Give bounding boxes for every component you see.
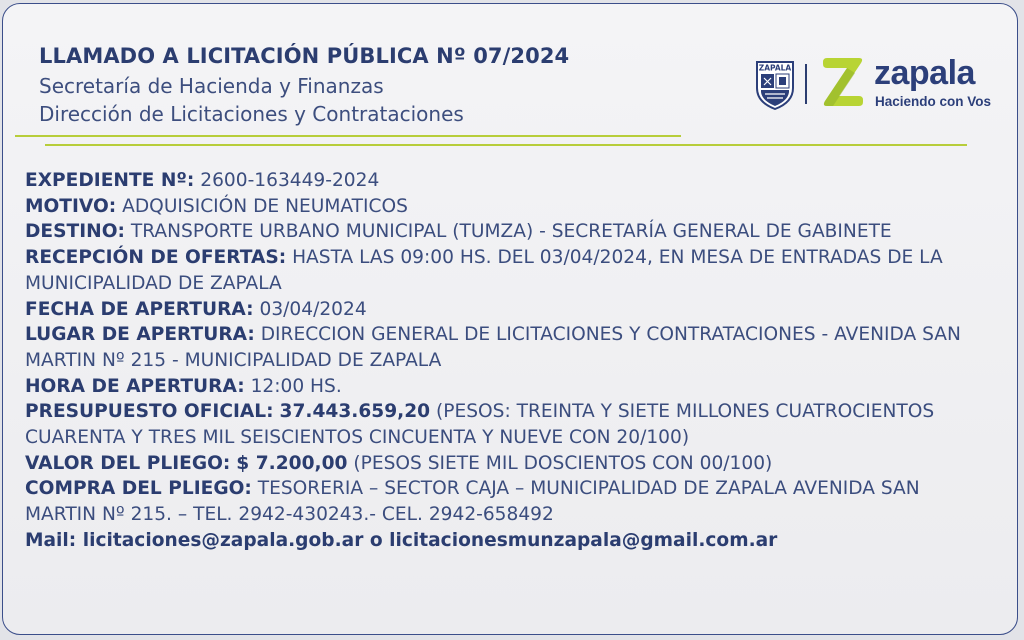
compra-pliego-value: TESORERIA – SECTOR CAJA – MUNICIPALIDAD DE ZAPALA AVENIDA SAN MARTIN Nº 215. – TEL. 2942-430243.- CEL. 2942-658492 (25, 478, 920, 526)
logo-group (755, 56, 995, 116)
secretariat-name: Secretaría de Hacienda y Finanzas (39, 74, 384, 98)
fecha-apertura-value: 03/04/2024 (259, 298, 367, 320)
logo-separator (805, 64, 807, 104)
header-divider-long (45, 144, 967, 146)
expediente-value: 2600-163449-2024 (200, 170, 380, 191)
fecha-apertura-label: FECHA DE APERTURA: (25, 298, 254, 320)
header-divider-short (15, 135, 681, 137)
lugar-apertura-value: DIRECCION GENERAL DE LICITACIONES Y CONTRATACIONES - AVENIDA SAN MARTIN Nº 215 - MUNICIPALIDAD DE ZAPALA (25, 324, 961, 371)
motivo-label: MOTIVO: (25, 195, 117, 217)
valor-pliego-amount: $ 7.200,00 (236, 452, 348, 474)
valor-pliego-label: VALOR DEL PLIEGO: (25, 452, 231, 474)
lugar-apertura-row (25, 322, 985, 373)
recepcion-row (25, 245, 985, 296)
mail-row (25, 528, 985, 554)
compra-pliego-row (25, 476, 985, 527)
motivo-row (25, 194, 985, 220)
hora-apertura-row (25, 374, 985, 400)
valor-pliego-row (25, 451, 985, 477)
mail-label: Mail: (25, 529, 77, 551)
compra-pliego-label: COMPRA DEL PLIEGO: (25, 478, 252, 500)
lugar-apertura-label: LUGAR DE APERTURA: (25, 324, 255, 346)
recepcion-label: RECEPCIÓN DE OFERTAS: (25, 247, 287, 269)
municipal-shield-icon (755, 58, 795, 114)
tender-notice-card (2, 3, 1018, 635)
expediente-row (25, 168, 985, 194)
mail-connector: o (369, 529, 383, 551)
brand-name: zapala (874, 54, 975, 92)
shield-text: ZAPALA (758, 63, 792, 73)
brand-tagline: Haciendo con Vos (875, 94, 992, 109)
recepcion-value: HASTA LAS 09:00 HS. DEL 03/04/2024, EN MESA DE ENTRADAS DE LA MUNICIPALIDAD DE ZAPALA (25, 247, 943, 294)
valor-pliego-value: (PESOS SIETE MIL DOSCIENTOS CON 00/100) (353, 452, 773, 474)
notice-title: LLAMADO A LICITACIÓN PÚBLICA Nº 07/2024 (39, 44, 570, 68)
tender-details (25, 168, 985, 554)
motivo-value: ADQUISICIÓN DE NEUMATICOS (122, 195, 408, 217)
destino-value: TRANSPORTE URBANO MUNICIPAL (TUMZA) - SECRETARÍA GENERAL DE GABINETE (130, 221, 892, 243)
presupuesto-value: (PESOS: TREINTA Y SIETE MILLONES CUATROCIENTOS CUARENTA Y TRES MIL SEISCIENTOS CINCUENTA Y NUEVE CON 20/100) (25, 401, 935, 449)
hora-apertura-label: HORA DE APERTURA: (25, 375, 245, 397)
presupuesto-label: PRESUPUESTO OFICIAL: (25, 401, 274, 423)
destino-label: DESTINO: (25, 221, 125, 243)
email-link-primary[interactable]: licitaciones@zapala.gob.ar (82, 529, 364, 551)
destino-row (25, 219, 985, 245)
directorate-name: Dirección de Licitaciones y Contrataciones (39, 102, 464, 126)
hora-apertura-value: 12:00 HS. (250, 375, 342, 397)
zapala-z-logo-icon (819, 56, 867, 112)
presupuesto-row (25, 399, 985, 450)
expediente-label: EXPEDIENTE Nº: (25, 170, 195, 191)
fecha-apertura-row (25, 297, 985, 323)
presupuesto-amount: 37.443.659,20 (279, 401, 431, 423)
email-link-secondary[interactable]: licitacionesmunzapala@gmail.com.ar (389, 529, 778, 551)
